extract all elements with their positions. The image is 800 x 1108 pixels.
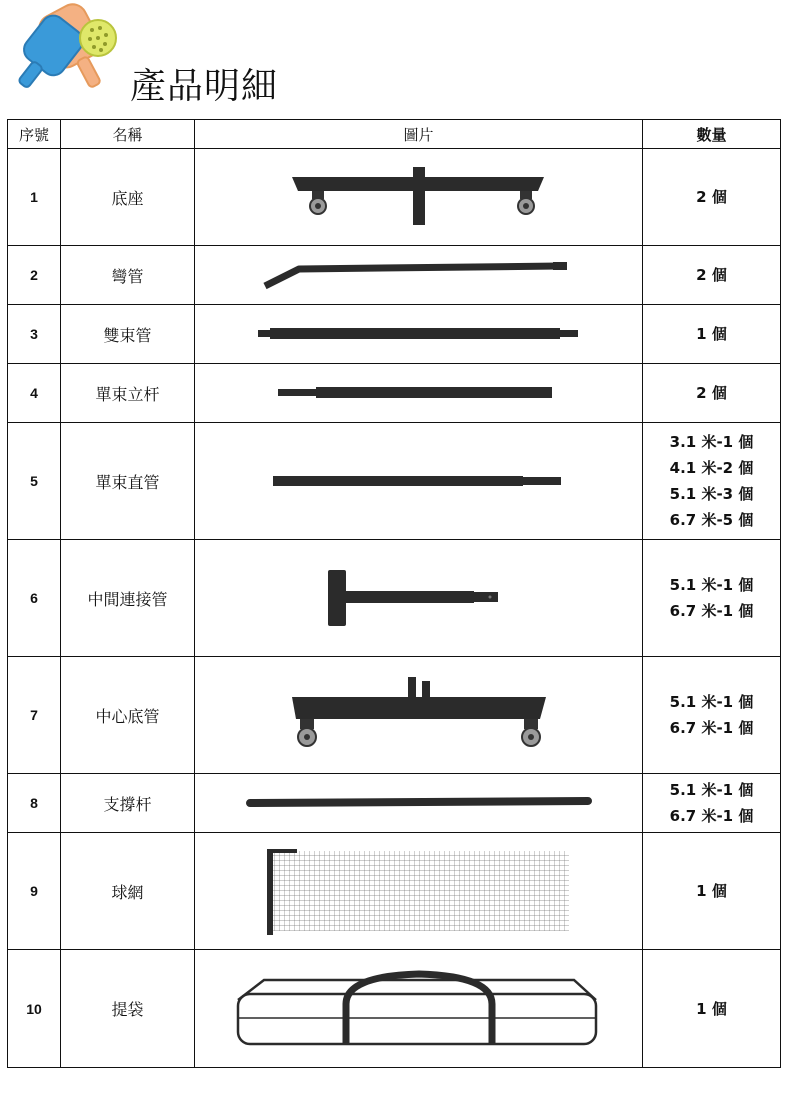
part-name: 球網 [61,833,195,950]
header-qty: 數量 [643,120,781,149]
part-picture [195,833,643,950]
part-qty [643,364,781,423]
part-picture [195,246,643,305]
part-picture [195,364,643,423]
qty-line: 2 個 [696,384,727,402]
table-header-row [8,120,781,149]
qty-line: 4.1 米-2 個 [669,459,754,477]
qty-line: 1 個 [696,882,727,900]
table-row [8,423,781,540]
single-taper-post-icon [274,383,564,403]
support-rod-icon [244,795,594,811]
qty-line: 5.1 米-1 個 [669,781,754,799]
qty-line: 5.1 米-3 個 [669,485,754,503]
table-row [8,833,781,950]
table-row [8,364,781,423]
part-qty [643,833,781,950]
part-qty [643,423,781,540]
table-row [8,774,781,833]
table-row [8,246,781,305]
center-base-pipe-icon [284,675,554,755]
part-picture [195,950,643,1068]
single-taper-straight-pipe-icon [269,471,569,491]
qty-line: 6.7 米-5 個 [669,511,754,529]
table-row [8,540,781,657]
qty-line: 3.1 米-1 個 [669,433,754,451]
header-picture: 圖片 [195,120,643,149]
parts-table [7,119,781,1068]
row-number: 4 [8,364,61,423]
part-name: 彎管 [61,246,195,305]
part-qty [643,950,781,1068]
part-name: 底座 [61,149,195,246]
table-row [8,657,781,774]
part-name: 提袋 [61,950,195,1068]
bent-pipe-icon [259,258,579,292]
qty-line: 6.7 米-1 個 [669,602,754,620]
part-picture [195,423,643,540]
part-qty [643,149,781,246]
row-number: 8 [8,774,61,833]
page-title: 產品明細 [130,66,279,107]
qty-line: 5.1 米-1 個 [669,576,754,594]
part-picture [195,657,643,774]
part-name: 支撐杆 [61,774,195,833]
part-picture [195,540,643,657]
qty-line: 2 個 [696,188,727,206]
row-number: 7 [8,657,61,774]
carry-bag-icon [234,968,604,1050]
qty-line: 2 個 [696,266,727,284]
part-qty [643,774,781,833]
middle-connector-pipe-icon [324,568,514,628]
row-number: 9 [8,833,61,950]
part-picture [195,774,643,833]
double-taper-pipe-icon [254,324,584,344]
part-name: 單束直管 [61,423,195,540]
row-number: 2 [8,246,61,305]
table-row [8,950,781,1068]
row-number: 10 [8,950,61,1068]
table-row [8,149,781,246]
part-picture [195,305,643,364]
part-qty [643,657,781,774]
qty-line: 1 個 [696,325,727,343]
table-row [8,305,781,364]
row-number: 6 [8,540,61,657]
part-name: 單束立杆 [61,364,195,423]
header-no: 序號 [8,120,61,149]
qty-line: 6.7 米-1 個 [669,807,754,825]
part-qty [643,540,781,657]
part-name: 中心底管 [61,657,195,774]
qty-line: 6.7 米-1 個 [669,719,754,737]
qty-line: 1 個 [696,999,727,1018]
part-picture [195,149,643,246]
row-number: 1 [8,149,61,246]
base-with-wheels-icon [284,167,554,227]
header-name: 名稱 [61,120,195,149]
net-icon [259,845,579,937]
pickleball-paddle-icon [12,2,124,98]
header [0,0,800,118]
part-qty [643,305,781,364]
row-number: 5 [8,423,61,540]
qty-line: 5.1 米-1 個 [669,693,754,711]
part-qty [643,246,781,305]
part-name: 中間連接管 [61,540,195,657]
part-name: 雙束管 [61,305,195,364]
row-number: 3 [8,305,61,364]
